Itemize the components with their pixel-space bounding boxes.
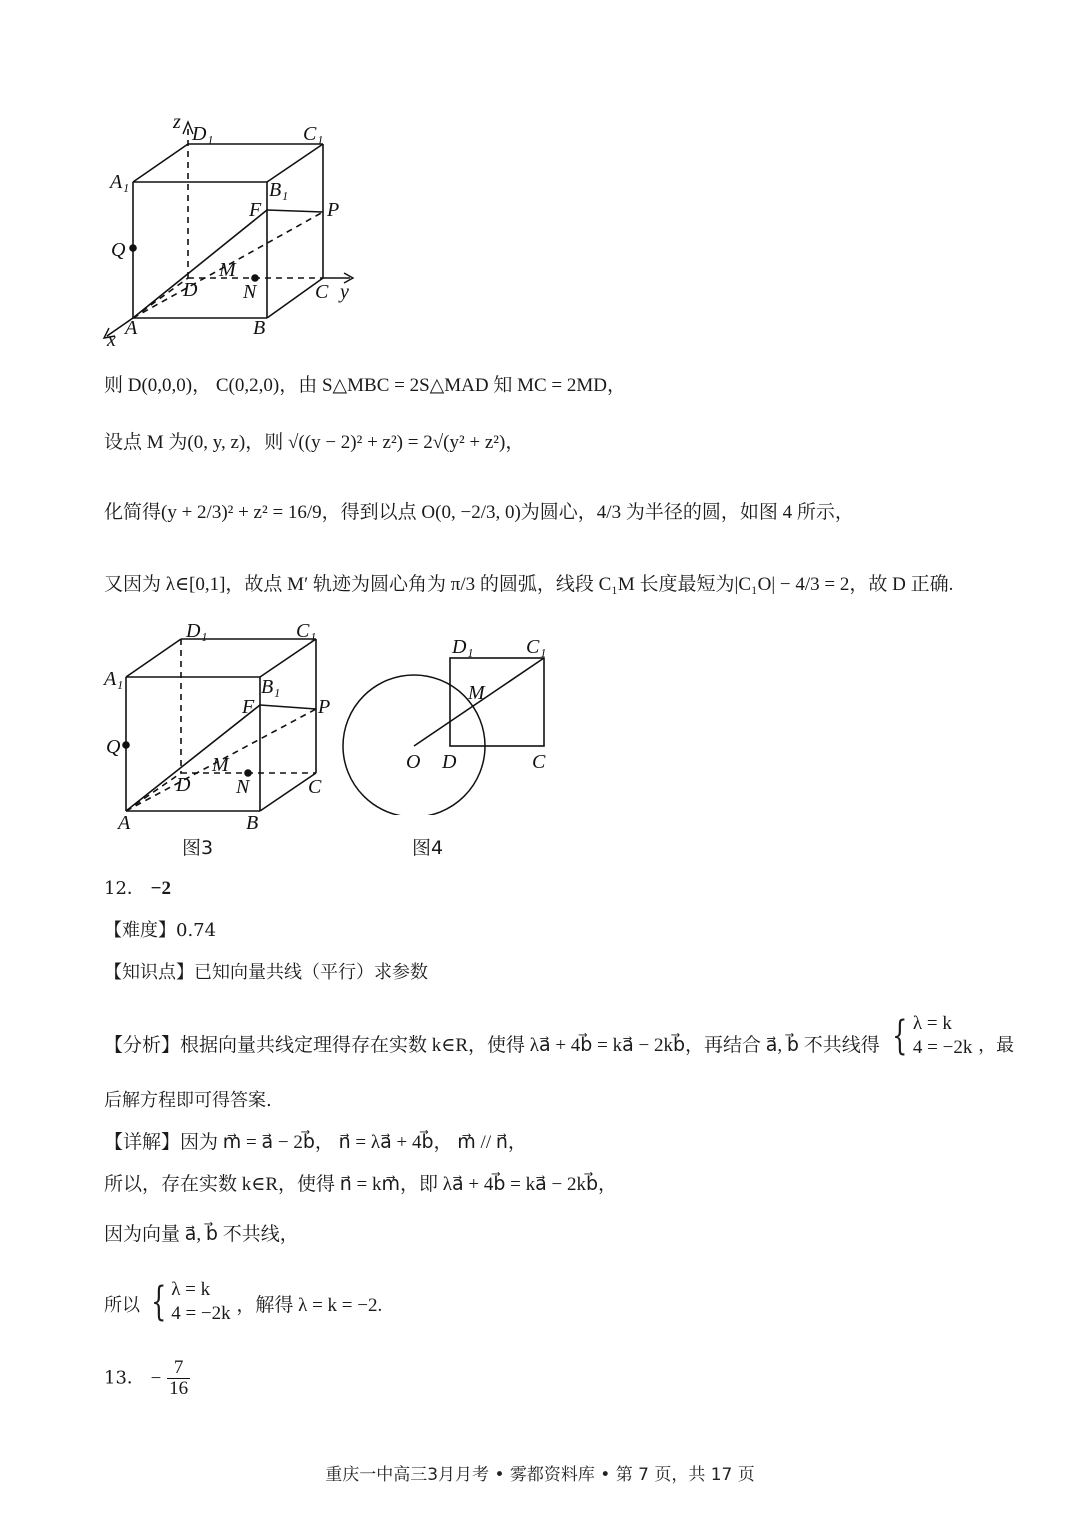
q13-sign: − — [150, 1367, 162, 1389]
fig4-label-C1: C₁ — [526, 636, 547, 658]
figure-4-caption: 图4 — [412, 837, 444, 859]
q12-analysis-end: ，最 — [978, 1035, 1015, 1056]
q12-answer-line — [104, 876, 171, 902]
label-P: P — [327, 199, 340, 221]
q13-fraction — [167, 1358, 190, 1399]
label-Q: Q — [111, 239, 126, 261]
fig3-label-A1: A₁ — [104, 668, 124, 690]
edge-B1C1 — [267, 144, 323, 182]
label-C1: C₁ — [303, 123, 324, 145]
fig4-label-D: D — [442, 751, 457, 773]
q12-analysis-eq2: 4 = −2k — [912, 1037, 973, 1058]
figure-3-caption: 图3 — [182, 837, 214, 859]
label-x: x — [107, 329, 116, 350]
fig3-label-A: A — [118, 812, 131, 830]
q12-detail-4-post: ，解得 λ = k = −2. — [236, 1295, 383, 1316]
page-footer: 重庆一中高三3月月考 • 雾都资料库 • 第 7 页，共 17 页 — [325, 1465, 755, 1485]
fig4-label-M: M — [468, 682, 485, 704]
q12-answer: −2 — [150, 878, 171, 899]
point-Q — [130, 245, 136, 251]
fig3-label-N: N — [236, 776, 250, 798]
label-B1: B₁ — [269, 179, 289, 201]
q12-analysis — [104, 1013, 1015, 1070]
fig3-label-F: F — [242, 696, 255, 718]
fig3-label-B1: B₁ — [261, 676, 281, 698]
paragraph-coordinates: 则 D(0,0,0)， C(0,2,0)，由 S△MBC = 2S△MAD 知 MC = 2MD， — [104, 375, 626, 396]
label-A1: A₁ — [110, 171, 130, 193]
label-y: y — [340, 281, 349, 303]
q13-numerator: 7 — [167, 1358, 190, 1379]
label-F: F — [249, 199, 262, 221]
figure-3 — [98, 615, 358, 830]
label-N: N — [243, 281, 257, 303]
paragraph-conclusion: 又因为 λ∈[0,1]，故点 M′ 轨迹为圆心角为 π/3 的圆弧，线段 C₁M 长度最短为|C₁O| − 4/3 = 2，故 D 正确. — [104, 574, 954, 595]
line-FP — [267, 210, 323, 212]
q12-detail-1: 【详解】因为 m⃗ = a⃗ − 2b⃗， n⃗ = λa⃗ + 4b⃗， m⃗ // n⃗， — [104, 1132, 527, 1153]
fig3-label-C: C — [308, 776, 322, 798]
q12-detail-system: { λ = k 4 = −2k — [150, 1279, 231, 1325]
fig4-label-C: C — [532, 751, 546, 773]
label-D1: D₁ — [192, 123, 214, 145]
fig3-label-D: D — [176, 774, 191, 796]
q12-detail-4 — [104, 1279, 383, 1330]
q12-detail-eq1: λ = k — [171, 1279, 211, 1300]
q12-detail-eq2: 4 = −2k — [171, 1303, 231, 1324]
paragraph-set-point: 设点 M 为(0, y, z)，则 √((y − 2)² + z²) = 2√(y² + z²)， — [104, 432, 525, 453]
label-D: D — [183, 279, 198, 301]
label-z: z — [173, 111, 181, 133]
q12-analysis-2: 后解方程即可得答案. — [104, 1090, 272, 1111]
label-M: M — [219, 259, 236, 281]
fig4-label-O: O — [406, 751, 421, 773]
q13-denominator: 16 — [169, 1378, 189, 1399]
q12-analysis-eq1: λ = k — [912, 1013, 952, 1034]
fig3-label-Q: Q — [106, 736, 121, 758]
paragraph-simplify: 化简得(y + 2/3)² + z² = 16/9，得到以点 O(0, −2/3, 0)为圆心，4/3 为半径的圆，如图 4 所示， — [104, 502, 854, 523]
q12-knowledge: 【知识点】已知向量共线（平行）求参数 — [104, 962, 428, 983]
label-B: B — [253, 317, 266, 339]
q13-number: 13． — [104, 1367, 145, 1389]
fig3-label-B: B — [246, 812, 259, 830]
fig3-label-P: P — [318, 696, 331, 718]
label-C: C — [315, 281, 329, 303]
fig3-label-M: M — [212, 754, 229, 776]
q12-detail-3: 因为向量 a⃗, b⃗ 不共线， — [104, 1224, 299, 1245]
q12-analysis-text: 【分析】根据向量共线定理得存在实数 k∈R，使得 λa⃗ + 4b⃗ = ka⃗ − 2kb⃗，再结合 a⃗, b⃗ 不共线得 — [104, 1035, 880, 1056]
q12-detail-2: 所以，存在实数 k∈R，使得 n⃗ = km⃗，即 λa⃗ + 4b⃗ = ka⃗ − 2kb⃗， — [104, 1174, 618, 1195]
q12-number: 12． — [104, 878, 145, 899]
q12-analysis-system: { λ = k 4 = −2k — [892, 1013, 973, 1059]
fig3-label-D1: D₁ — [186, 620, 208, 642]
edge-A1D1 — [133, 144, 188, 182]
cube-figure-top — [95, 100, 375, 350]
q13-answer-line — [104, 1358, 190, 1399]
label-A: A — [125, 317, 138, 339]
q12-detail-4-pre: 所以 — [104, 1295, 140, 1316]
q12-difficulty: 【难度】0.74 — [104, 920, 217, 941]
figure-4 — [340, 625, 560, 815]
fig4-label-D1: D₁ — [452, 636, 474, 658]
fig3-label-C1: C₁ — [296, 620, 317, 642]
